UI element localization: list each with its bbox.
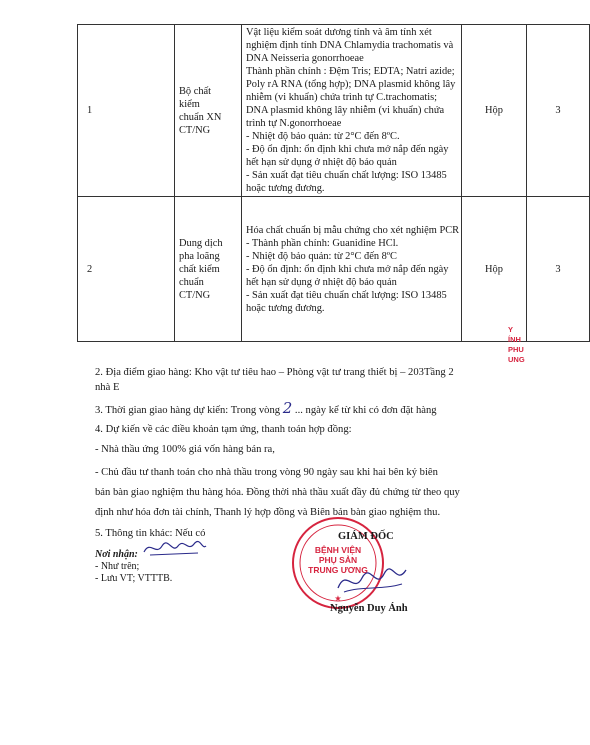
table-row <box>78 197 590 342</box>
row-number: 1 <box>78 25 175 197</box>
handwritten-days: 2 <box>282 399 293 417</box>
payment-condition-line-1: - Chủ đầu tư thanh toán cho nhà thầu trong vòng 90 ngày sau khi hai bên ký biên <box>95 467 438 478</box>
delivery-location-line-1: 2. Địa điểm giao hàng: Kho vật tư tiêu hao – Phòng vật tư trang thiết bị – 203Tầng 2 <box>95 367 454 378</box>
items-table <box>77 24 590 342</box>
item-quantity: 3 <box>527 25 590 197</box>
item-name: Dung dịch pha loãng chất kiểm chuẩn CT/NG <box>175 197 242 342</box>
signer-name: Nguyễn Duy Ánh <box>330 603 408 614</box>
svg-text:★: ★ <box>334 594 342 603</box>
payment-condition-line-2: bản bàn giao nghiệm thu hàng hóa. Đồng thời nhà thầu xuất đầy đủ chứng từ theo quy <box>95 487 460 498</box>
recipient-item: - Như trên; <box>95 561 140 572</box>
edge-stamp-fragment: Y ÍNH PHU UNG <box>508 325 525 364</box>
delivery-location-line-2: nhà E <box>95 382 120 393</box>
delivery-time: 3. Thời gian giao hàng dự kiến: Trong vòng 2 ... ngày kể từ khi có đơn đặt hàng <box>95 399 437 417</box>
initial-signature <box>140 538 210 560</box>
other-info: 5. Thông tin khác: Nếu có <box>95 528 206 539</box>
payment-terms-heading: 4. Dự kiến về các điều khoản tạm ứng, thanh toán hợp đồng: <box>95 424 352 435</box>
item-description: Vật liệu kiểm soát dương tính và âm tính xét nghiệm định tính DNA Chlamydia trachomatis và DNA Neisseria gonorrhoeae Thành phần chính : Đệm Tris; EDTA; Natri azide; Poly rA RNA (tổng hợp); DNA plasmid không lây nhiễm (vi khuẩn) chứa trình tự C.trachomatis; DNA plasmid không lây nhiễm (vi khuẩn) chứa trình tự N.gonorrhoeae - Nhiệt độ bảo quản: từ 2°C đến 8ºC. - Độ ổn định: ổn định khi chưa mở nắp đến ngày hết hạn sử dụng ở nhiệt độ bảo quản - Sản xuất đạt tiêu chuẩn chất lượng: ISO 13485 hoặc tương đương. <box>242 25 462 197</box>
item-description: Hóa chất chuẩn bị mẫu chứng cho xét nghiệm PCR - Thành phần chính: Guanidine HCl. - Nhiệt độ bảo quản: từ 2°C đến 8ºC - Độ ổn định: ổn định khi chưa mở nắp đến ngày hết hạn sử dụng ở nhiệt độ bảo quản - Sản xuất đạt tiêu chuẩn chất lượng: ISO 13485 hoặc tương đương. <box>242 197 462 342</box>
director-signature <box>332 560 412 600</box>
row-number: 2 <box>78 197 175 342</box>
signer-title: GIÁM ĐỐC <box>338 531 394 542</box>
recipients-title: Nơi nhận: <box>95 549 138 560</box>
item-name: Bộ chất kiểm chuẩn XN CT/NG <box>175 25 242 197</box>
payment-condition-line-3: định như hóa đơn tài chính, Thanh lý hợp đồng và Biên bản bàn giao nghiệm thu. <box>95 507 441 518</box>
stamp-label: BỆNH VIỆN PHỤ SẢN TRUNG ƯƠNG <box>308 545 368 575</box>
advance-payment-text: - Nhà thầu ứng 100% giá vốn hàng bán ra, <box>95 444 275 455</box>
recipient-item: - Lưu VT; VTTTB. <box>95 573 173 584</box>
item-unit: Hộp <box>462 197 527 342</box>
item-unit: Hộp <box>462 25 527 197</box>
table-row <box>78 25 590 197</box>
item-quantity: 3 <box>527 197 590 342</box>
